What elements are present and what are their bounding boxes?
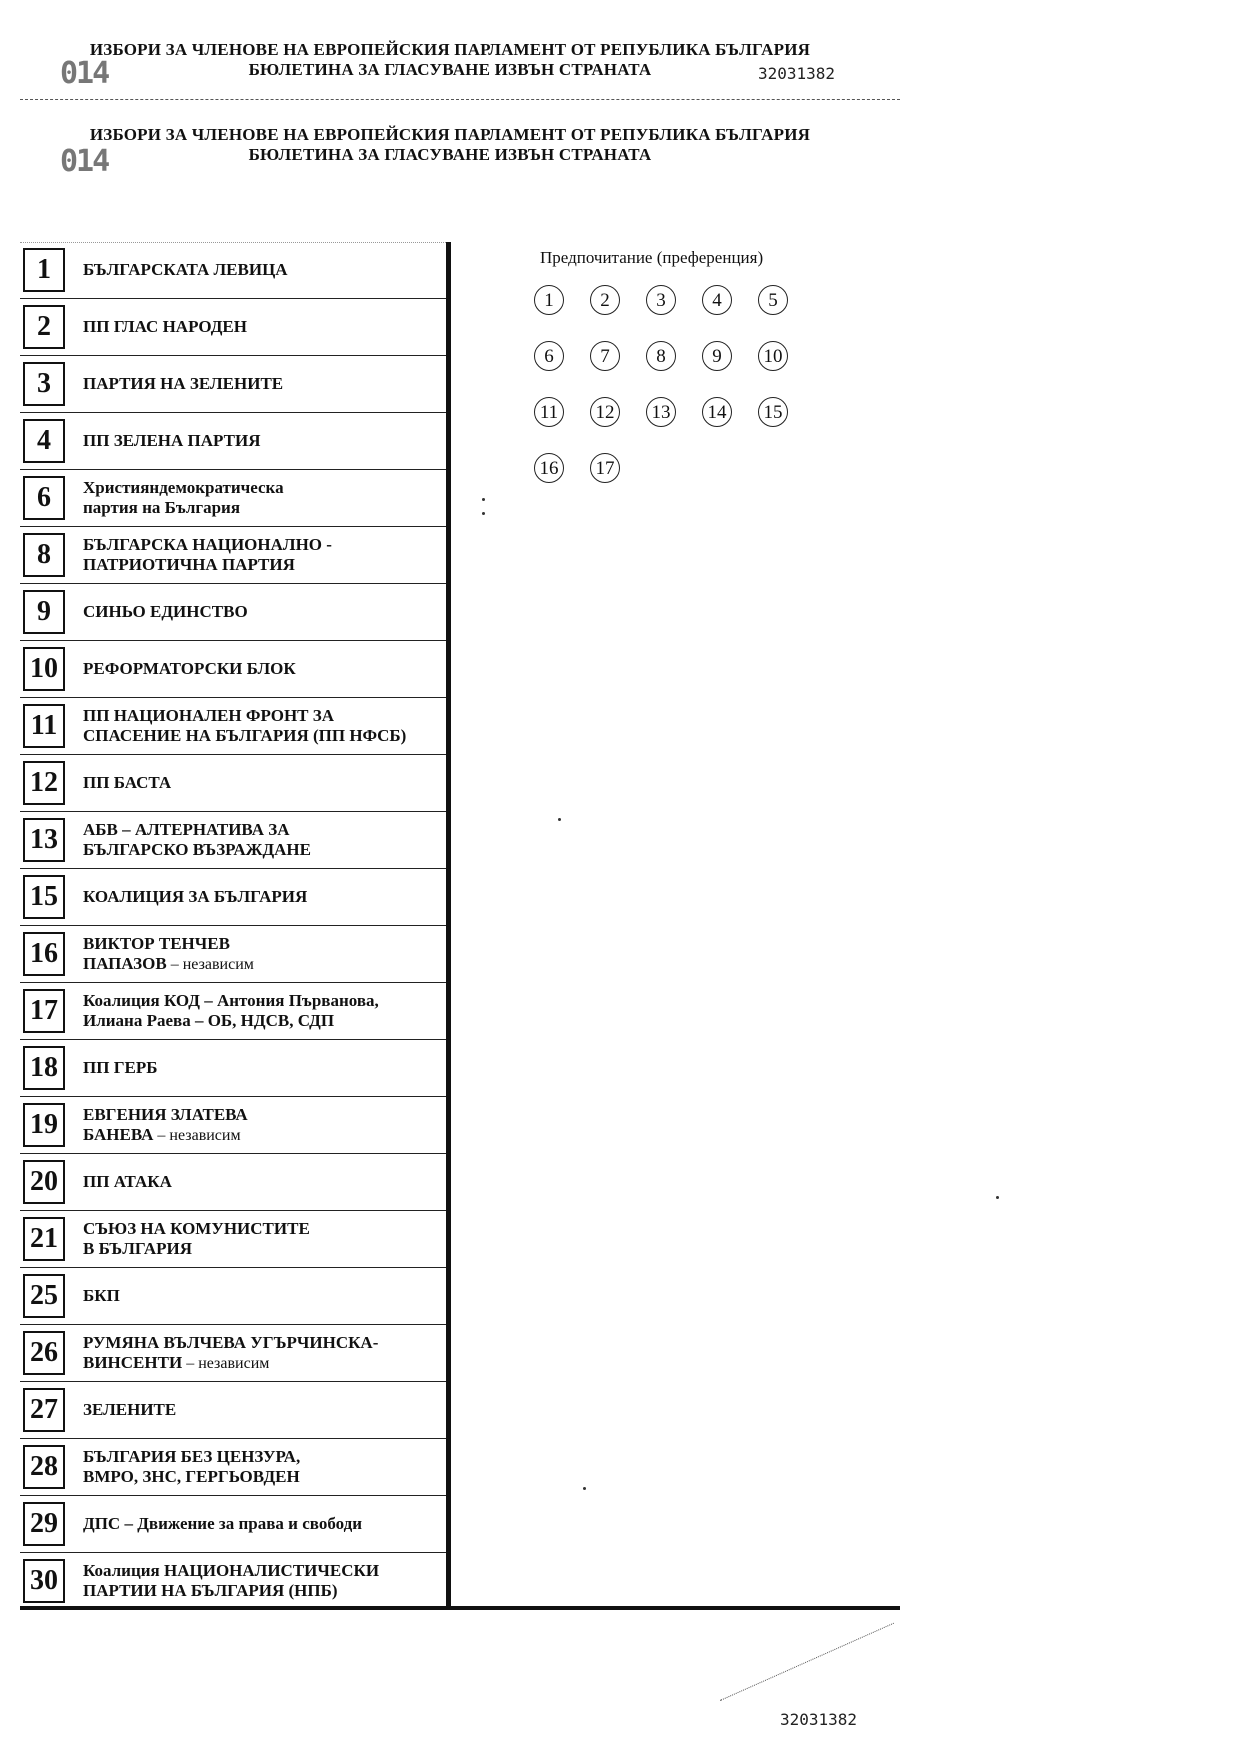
preference-circle[interactable]: 12 bbox=[590, 397, 620, 427]
party-name bbox=[83, 535, 332, 575]
party-name-line1: ПП НАЦИОНАЛЕН ФРОНТ ЗА bbox=[83, 706, 335, 725]
preference-circle[interactable]: 8 bbox=[646, 341, 676, 371]
party-name bbox=[83, 317, 247, 337]
party-name-line2 bbox=[83, 1125, 248, 1146]
ballot-form bbox=[20, 242, 900, 1610]
party-number-box[interactable]: 10 bbox=[23, 647, 65, 691]
party-name-line2 bbox=[83, 1011, 379, 1031]
party-number-box[interactable]: 4 bbox=[23, 419, 65, 463]
footer-serial-number: 32031382 bbox=[780, 1710, 858, 1729]
party-row[interactable] bbox=[20, 869, 446, 926]
party-number-box[interactable]: 15 bbox=[23, 875, 65, 919]
scan-speck bbox=[996, 1196, 999, 1199]
party-row[interactable] bbox=[20, 1268, 446, 1325]
party-name-line2 bbox=[83, 555, 332, 575]
ballot-title-line1: ИЗБОРИ ЗА ЧЛЕНОВЕ НА ЕВРОПЕЙСКИЯ ПАРЛАМЕНТ ОТ РЕПУБЛИКА БЪЛГАРИЯ bbox=[89, 125, 811, 144]
party-name-line1: ПП ГЛАС НАРОДЕН bbox=[83, 317, 247, 336]
party-name-line1: ПП ЗЕЛЕНА ПАРТИЯ bbox=[83, 431, 261, 450]
party-number-box[interactable]: 25 bbox=[23, 1274, 65, 1318]
preference-circle[interactable]: 10 bbox=[758, 341, 788, 371]
party-name-line1: ДПС – Движение за права и свободи bbox=[83, 1514, 362, 1533]
preference-circle[interactable]: 5 bbox=[758, 285, 788, 315]
party-name-line2 bbox=[83, 954, 254, 975]
preference-circle[interactable]: 4 bbox=[702, 285, 732, 315]
party-row[interactable] bbox=[20, 755, 446, 812]
party-name-line1: ЕВГЕНИЯ ЗЛАТЕВА bbox=[83, 1104, 248, 1124]
party-name bbox=[83, 1219, 310, 1259]
party-name bbox=[83, 260, 288, 280]
ballot-title bbox=[0, 125, 900, 165]
stub-title-line1: ИЗБОРИ ЗА ЧЛЕНОВЕ НА ЕВРОПЕЙСКИЯ ПАРЛАМЕНТ ОТ РЕПУБЛИКА БЪЛГАРИЯ bbox=[89, 40, 811, 59]
preference-circle[interactable]: 11 bbox=[534, 397, 564, 427]
party-name-line2 bbox=[83, 1581, 379, 1601]
scan-speck bbox=[482, 512, 485, 515]
party-name-line2-text: БАНЕВА bbox=[83, 1124, 154, 1144]
scan-speck bbox=[482, 498, 485, 501]
tear-line bbox=[720, 1623, 894, 1701]
party-name-line1: Християндемократическа bbox=[83, 478, 284, 497]
party-row[interactable] bbox=[20, 1211, 446, 1268]
party-name bbox=[83, 1333, 378, 1374]
party-row[interactable] bbox=[20, 1382, 446, 1439]
preference-circle[interactable]: 1 bbox=[534, 285, 564, 315]
party-name bbox=[83, 1447, 300, 1487]
party-row[interactable] bbox=[20, 1496, 446, 1553]
party-note: – независим bbox=[182, 1354, 270, 1372]
party-number-box[interactable]: 16 bbox=[23, 932, 65, 976]
party-number-box[interactable]: 8 bbox=[23, 533, 65, 577]
party-number-box[interactable]: 27 bbox=[23, 1388, 65, 1432]
party-number-box[interactable]: 1 bbox=[23, 248, 65, 292]
party-name-line2-text: партия на България bbox=[83, 498, 241, 517]
party-name-line1: Коалиция КОД – Антония Първанова, bbox=[83, 991, 379, 1010]
party-number-box[interactable]: 18 bbox=[23, 1046, 65, 1090]
party-name-line1: ПП БАСТА bbox=[83, 773, 172, 792]
party-name bbox=[83, 1561, 379, 1601]
party-name-line2-text: ВМРО, ЗНС, ГЕРГЬОВДЕН bbox=[83, 1467, 300, 1486]
party-row[interactable] bbox=[20, 812, 446, 869]
party-name bbox=[83, 887, 307, 907]
scan-speck bbox=[583, 1487, 586, 1490]
column-divider bbox=[446, 242, 451, 1608]
party-name-line1: ЗЕЛЕНИТЕ bbox=[83, 1400, 177, 1419]
preference-circle[interactable]: 14 bbox=[702, 397, 732, 427]
party-row[interactable] bbox=[20, 242, 446, 299]
party-name-line2-text: БЪЛГАРСКО ВЪЗРАЖДАНЕ bbox=[83, 840, 311, 859]
party-name-line1: БКП bbox=[83, 1286, 120, 1305]
party-name bbox=[83, 706, 406, 746]
party-row[interactable] bbox=[20, 527, 446, 584]
party-name-line1: ПП ГЕРБ bbox=[83, 1058, 158, 1077]
party-row[interactable] bbox=[20, 470, 446, 527]
party-name-line1: СЪЮЗ НА КОМУНИСТИТЕ bbox=[83, 1219, 310, 1238]
preference-circle[interactable]: 15 bbox=[758, 397, 788, 427]
party-row[interactable] bbox=[20, 1553, 446, 1610]
party-name-line2-text: Илиана Раева – ОБ, НДСВ, СДП bbox=[83, 1011, 335, 1030]
party-name-line2 bbox=[83, 726, 406, 746]
party-name bbox=[83, 431, 260, 451]
party-name-line2-text: ВИНСЕНТИ bbox=[83, 1352, 183, 1372]
preference-circle[interactable]: 9 bbox=[702, 341, 732, 371]
party-number-box[interactable]: 28 bbox=[23, 1445, 65, 1489]
party-name bbox=[83, 374, 283, 394]
party-name-line2 bbox=[83, 1467, 300, 1487]
ballot-title-line2: БЮЛЕТИНА ЗА ГЛАСУВАНЕ ИЗВЪН СТРАНАТА bbox=[248, 145, 652, 164]
preference-label: Предпочитание (преференция) bbox=[540, 248, 764, 267]
party-name-line1: БЪЛГАРСКАТА ЛЕВИЦА bbox=[83, 260, 288, 279]
party-name-line2-text: СПАСЕНИЕ НА БЪЛГАРИЯ (ПП НФСБ) bbox=[83, 726, 407, 745]
party-row[interactable] bbox=[20, 1097, 446, 1154]
party-number-box[interactable]: 21 bbox=[23, 1217, 65, 1261]
party-number-box[interactable]: 9 bbox=[23, 590, 65, 634]
preference-circle[interactable]: 2 bbox=[590, 285, 620, 315]
party-row[interactable] bbox=[20, 926, 446, 983]
party-row[interactable] bbox=[20, 983, 446, 1040]
party-name bbox=[83, 1058, 157, 1078]
party-number-box[interactable]: 11 bbox=[23, 704, 65, 748]
party-name bbox=[83, 1286, 120, 1306]
party-name-line2 bbox=[83, 1353, 378, 1374]
preference-circle[interactable]: 16 bbox=[534, 453, 564, 483]
perforation-line bbox=[20, 99, 900, 100]
party-row[interactable] bbox=[20, 584, 446, 641]
party-name-line2-text: В БЪЛГАРИЯ bbox=[83, 1239, 192, 1258]
stub-serial-number: 32031382 bbox=[758, 64, 836, 83]
party-number-box[interactable]: 29 bbox=[23, 1502, 65, 1546]
party-note: – независим bbox=[153, 1126, 241, 1144]
party-number-box[interactable]: 30 bbox=[23, 1559, 65, 1603]
preference-circle[interactable]: 17 bbox=[590, 453, 620, 483]
party-row[interactable] bbox=[20, 1040, 446, 1097]
preference-circle[interactable]: 3 bbox=[646, 285, 676, 315]
party-name-line1: БЪЛГАРИЯ БЕЗ ЦЕНЗУРА, bbox=[83, 1447, 301, 1466]
party-row[interactable] bbox=[20, 641, 446, 698]
party-name-line1: РУМЯНА ВЪЛЧЕВА УГЪРЧИНСКА- bbox=[83, 1332, 379, 1352]
party-number-box[interactable]: 2 bbox=[23, 305, 65, 349]
party-name bbox=[83, 773, 171, 793]
party-name-line1: Коалиция НАЦИОНАЛИСТИЧЕСКИ bbox=[83, 1561, 380, 1580]
party-number-box[interactable]: 20 bbox=[23, 1160, 65, 1204]
party-name-line2-text: ПАПАЗОВ bbox=[83, 953, 167, 973]
party-name-line1: РЕФОРМАТОРСКИ БЛОК bbox=[83, 659, 296, 678]
preference-circle[interactable]: 7 bbox=[590, 341, 620, 371]
party-number-box[interactable]: 19 bbox=[23, 1103, 65, 1147]
party-name bbox=[83, 1105, 248, 1146]
party-row[interactable] bbox=[20, 356, 446, 413]
party-name-line2 bbox=[83, 498, 284, 518]
preference-circle[interactable]: 13 bbox=[646, 397, 676, 427]
party-row[interactable] bbox=[20, 1325, 446, 1382]
party-number-box[interactable]: 12 bbox=[23, 761, 65, 805]
party-row[interactable] bbox=[20, 698, 446, 755]
party-list bbox=[20, 242, 446, 1610]
party-name-line1: ПП АТАКА bbox=[83, 1172, 172, 1191]
party-number-box[interactable]: 6 bbox=[23, 476, 65, 520]
party-name-line1: АБВ – АЛТЕРНАТИВА ЗА bbox=[83, 820, 290, 839]
party-name bbox=[83, 478, 284, 518]
party-row[interactable] bbox=[20, 413, 446, 470]
party-name-line1: КОАЛИЦИЯ ЗА БЪЛГАРИЯ bbox=[83, 887, 308, 906]
party-name-line1: СИНЬО ЕДИНСТВО bbox=[83, 602, 248, 621]
party-row[interactable] bbox=[20, 299, 446, 356]
party-name-line2-text: ПАРТИИ НА БЪЛГАРИЯ (НПБ) bbox=[83, 1581, 338, 1600]
ballot-code: 014 bbox=[60, 144, 109, 179]
party-number-box[interactable]: 17 bbox=[23, 989, 65, 1033]
party-name bbox=[83, 991, 379, 1031]
party-number-box[interactable]: 3 bbox=[23, 362, 65, 406]
party-name bbox=[83, 659, 296, 679]
party-name-line1: ПАРТИЯ НА ЗЕЛЕНИТЕ bbox=[83, 374, 284, 393]
party-name bbox=[83, 602, 248, 622]
stub-title-line2: БЮЛЕТИНА ЗА ГЛАСУВАНЕ ИЗВЪН СТРАНАТА bbox=[248, 60, 652, 79]
stub-code: 014 bbox=[60, 56, 109, 91]
party-name-line1: БЪЛГАРСКА НАЦИОНАЛНО - bbox=[83, 535, 332, 554]
party-name-line1: ВИКТОР ТЕНЧЕВ bbox=[83, 933, 230, 953]
party-name-line2-text: ПАТРИОТИЧНА ПАРТИЯ bbox=[83, 555, 295, 574]
ballot-bottom-border bbox=[20, 1606, 900, 1610]
party-number-box[interactable]: 26 bbox=[23, 1331, 65, 1375]
party-row[interactable] bbox=[20, 1154, 446, 1211]
preference-circle[interactable]: 6 bbox=[534, 341, 564, 371]
party-name bbox=[83, 1400, 176, 1420]
party-note: – независим bbox=[166, 955, 254, 973]
party-name-line2 bbox=[83, 1239, 310, 1259]
party-name-line2 bbox=[83, 840, 311, 860]
party-row[interactable] bbox=[20, 1439, 446, 1496]
party-number-box[interactable]: 13 bbox=[23, 818, 65, 862]
party-name bbox=[83, 820, 311, 860]
party-name bbox=[83, 1172, 172, 1192]
party-name bbox=[83, 934, 254, 975]
scan-speck bbox=[558, 818, 561, 821]
party-name bbox=[83, 1514, 362, 1534]
